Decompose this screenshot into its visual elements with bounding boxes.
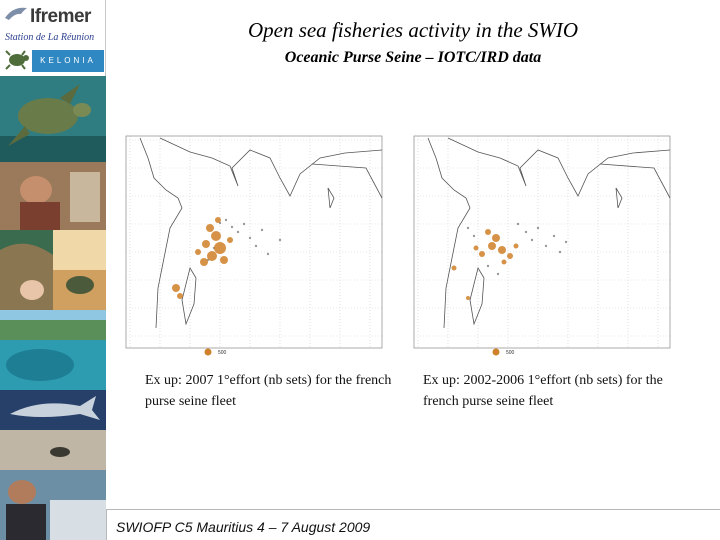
- footer-divider: [106, 509, 720, 510]
- researcher-photo: [0, 162, 106, 230]
- effort-dots: [467, 223, 567, 275]
- sea-turtle-photo: [0, 76, 106, 162]
- hatchling-photo: [0, 430, 106, 470]
- effort-map-2007: [120, 128, 392, 360]
- legend-marker: [493, 349, 500, 356]
- map-grid: [414, 136, 670, 348]
- coastline: [428, 138, 670, 328]
- ifremer-logo-text: Ifremer: [30, 6, 91, 27]
- effort-markers: [172, 217, 233, 299]
- tagging-photo: [0, 470, 106, 540]
- ifremer-logo-block: [0, 0, 106, 76]
- station-label: Station de La Réunion: [5, 32, 95, 43]
- whale-photo: [0, 390, 106, 430]
- effort-markers: [452, 229, 519, 300]
- slide-title: Open sea fisheries activity in the SWIO: [247, 18, 579, 42]
- dolphin-logo-icon: [3, 4, 31, 24]
- legend-value: 500: [218, 350, 227, 356]
- turtle-beach-photo: [0, 230, 106, 310]
- map-grid: [126, 136, 382, 348]
- legend-marker: [205, 349, 212, 356]
- slide-subtitle: Oceanic Purse Seine – IOTC/IRD data: [284, 49, 542, 66]
- map-caption-2002-2006: Ex up: 2002-2006 1°effort (nb sets) for the french purse seine fleet: [423, 373, 663, 409]
- map-caption-2007: Ex up: 2007 1°effort (nb sets) for the french purse seine fleet: [145, 373, 392, 409]
- legend-value: 500: [506, 350, 515, 356]
- footer-text: SWIOFP C5 Mauritius 4 – 7 August 2009: [116, 519, 371, 535]
- kelonia-logo: KELONIA: [32, 50, 104, 72]
- footer-divider-vertical: [106, 509, 107, 540]
- photo-sidebar: [0, 0, 106, 540]
- coastline: [140, 138, 382, 328]
- effort-map-2002-2006: [408, 128, 680, 360]
- turtle-logo-icon: [4, 46, 30, 72]
- aquarium-photo: [0, 310, 106, 390]
